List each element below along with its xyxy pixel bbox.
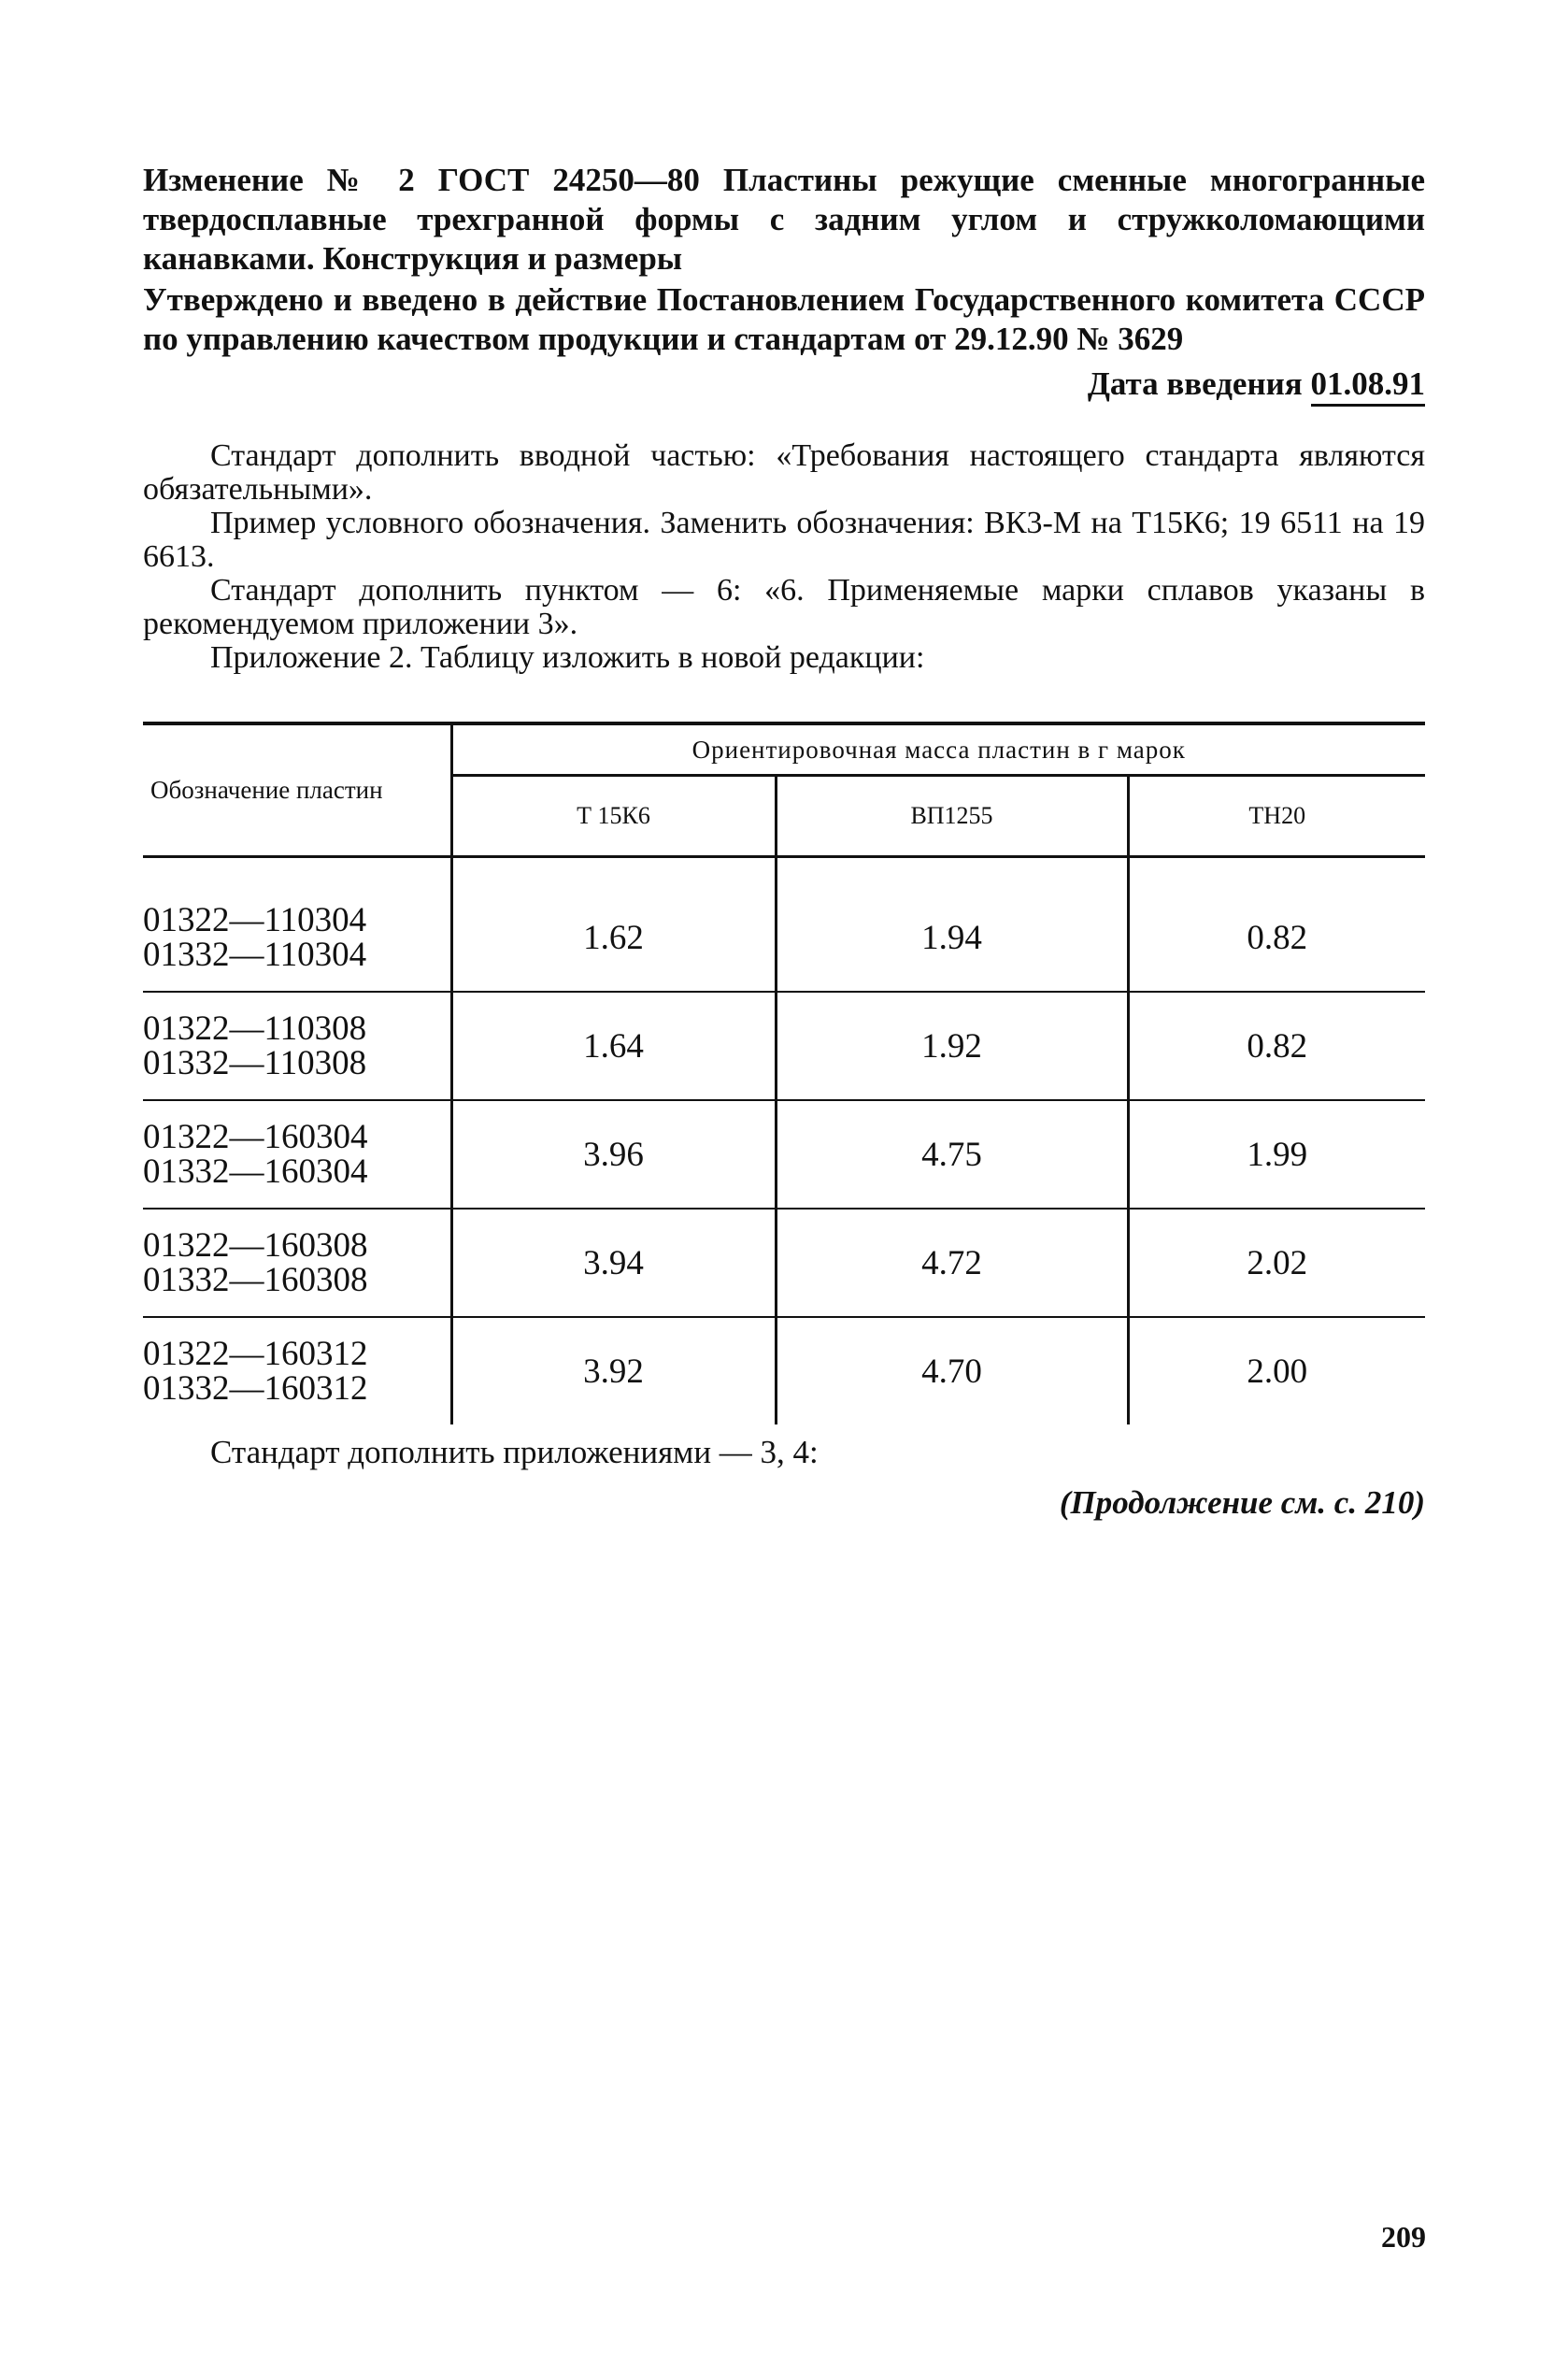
paragraph: Стандарт дополнить пунктом — 6: «6. Применяемые марки сплавов указаны в рекомендуемом приложении 3». <box>143 573 1425 641</box>
plate-code: 01332—160312 <box>143 1369 368 1408</box>
introduction-date <box>1088 365 1425 404</box>
brand-header: ВП1255 <box>776 776 1128 857</box>
mass-value: 1.92 <box>776 992 1128 1100</box>
table-row <box>143 884 1425 992</box>
mass-value: 4.70 <box>776 1317 1128 1424</box>
mass-value: 1.94 <box>776 884 1128 992</box>
introduction-date-value: 01.08.91 <box>1311 365 1426 407</box>
mass-value: 0.82 <box>1128 992 1425 1100</box>
paragraph: Приложение 2. Таблицу изложить в новой редакции: <box>210 640 925 675</box>
plate-designation <box>143 992 451 1100</box>
plate-designation <box>143 1100 451 1209</box>
mass-value: 4.72 <box>776 1209 1128 1317</box>
mass-value: 2.00 <box>1128 1317 1425 1424</box>
mass-value: 3.92 <box>451 1317 776 1424</box>
mass-table <box>143 722 1425 1424</box>
plate-code: 01322—160308 <box>143 1226 368 1265</box>
plate-code: 01332—110304 <box>143 936 367 974</box>
plate-code: 01332—160308 <box>143 1261 368 1299</box>
mass-value: 2.02 <box>1128 1209 1425 1317</box>
mass-value: 4.75 <box>776 1100 1128 1209</box>
mass-value: 1.64 <box>451 992 776 1100</box>
table-row <box>143 1317 1425 1424</box>
brand-header: ТН20 <box>1128 776 1425 857</box>
table-row <box>143 992 1425 1100</box>
plate-designation <box>143 1209 451 1317</box>
plate-code: 01322—110308 <box>143 1009 367 1048</box>
plate-code: 01322—160304 <box>143 1118 368 1156</box>
paragraph: Стандарт дополнить вводной частью: «Требования настоящего стандарта являются обязательными». <box>143 438 1425 507</box>
mass-value: 3.96 <box>451 1100 776 1209</box>
approval-statement: Утверждено и введено в действие Постановлением Государственного комитета СССР по управлению качеством продукции и стандартам от 29.12.90 № 3629 <box>143 281 1425 357</box>
introduction-date-label: Дата введения <box>1087 365 1303 402</box>
mass-value: 0.82 <box>1128 884 1425 992</box>
plate-code: 01322—160312 <box>143 1335 368 1373</box>
plate-designation <box>143 1317 451 1424</box>
mass-value: 3.94 <box>451 1209 776 1317</box>
mass-value: 1.99 <box>1128 1100 1425 1209</box>
plate-code: 01332—160304 <box>143 1152 368 1191</box>
plate-code: 01332—110308 <box>143 1044 367 1082</box>
plate-designation <box>143 884 451 992</box>
amendment-body <box>143 439 1425 675</box>
paragraph: Пример условного обозначения. Заменить обозначения: ВК3-М на Т15К6; 19 6511 на 19 6613. <box>143 506 1425 574</box>
page-number: 209 <box>1381 2220 1426 2254</box>
amendment-title: Изменение № 2 ГОСТ 24250—80 Пластины режущие сменные многогранные твердосплавные трехгранной формы с задним углом и стружколомающими канавками. Конструкция и размеры <box>143 162 1425 277</box>
appendix-addition-line: Стандарт дополнить приложениями — 3, 4: <box>210 1434 819 1470</box>
brand-header: Т 15К6 <box>451 776 776 857</box>
designation-header: Обозначение пластин <box>143 723 451 857</box>
plate-code: 01322—110304 <box>143 901 367 939</box>
mass-value: 1.62 <box>451 884 776 992</box>
continuation-note: (Продолжение см. с. 210) <box>1059 1484 1425 1521</box>
mass-header: Ориентировочная масса пластин в г марок <box>451 723 1425 776</box>
table-row <box>143 1209 1425 1317</box>
table-row <box>143 1100 1425 1209</box>
